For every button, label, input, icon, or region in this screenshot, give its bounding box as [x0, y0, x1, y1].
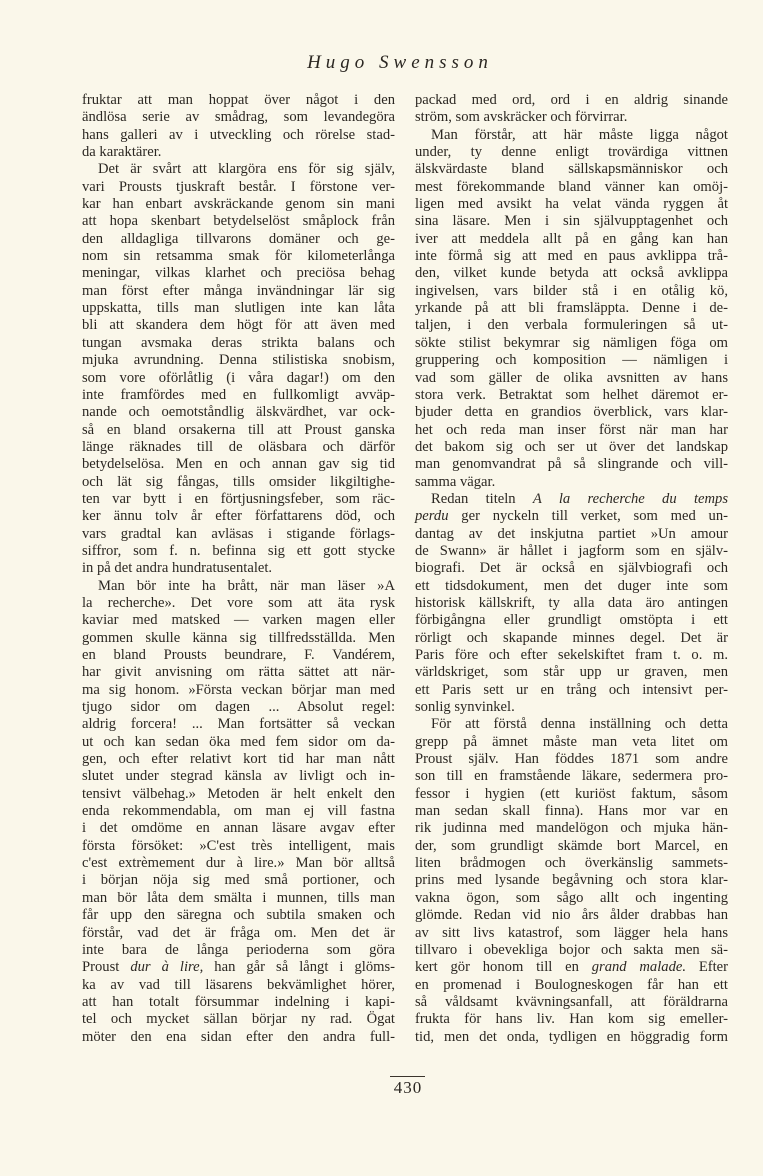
text-line: en promenad i Boulogneskogen får han ett: [415, 976, 728, 993]
text-line: av sitt livs katastrof, som lägger hela hans: [415, 924, 728, 941]
text-line: hans galleri av i utveckling och rörelse stad-: [82, 126, 395, 143]
text-line: meningar, vilkas klarhet och preciösa behag: [82, 265, 395, 282]
text-segment: kert gör honom till en: [415, 959, 592, 976]
text-line: gommen skulle känna sig tillfredsställda. Men: [82, 629, 395, 646]
text-line: ett Paris sett ur en trång och intensivt per-: [415, 681, 728, 698]
text-line: grepp på ämnet måste man veta litet om: [415, 733, 728, 750]
text-line: stora verk. Betraktat som helhet däremot er-: [415, 386, 728, 403]
text-line: För att förstå denna inställning och detta: [431, 716, 728, 733]
text-line: ingivelsen, vars bilder stå i en otålig kö,: [415, 282, 728, 299]
text-line: förbigångna eller grundligt omstöpta i ett: [415, 612, 728, 629]
text-line: taljen, i den verbala formuleringen så ut-: [415, 317, 728, 334]
text-segment: han går så långt i glöms-: [203, 959, 396, 976]
text-line: vakna ögon, som sågo allt och ingenting: [415, 889, 728, 906]
text-line: en bland Prousts beundrare, F. Vandérem,: [82, 647, 395, 663]
footer-rule: [390, 1076, 425, 1077]
text-line: ligen med avsikt ha velat vända ryggen åt: [415, 196, 728, 213]
text-line: nom sin retsamma smak för kilometerlånga: [82, 248, 395, 265]
text-line: uppskatta, tills man slutligen inte kan låta: [82, 300, 395, 317]
text-line: rörligt och skapande minnes degel. Det är: [415, 629, 728, 646]
text-line: ten var bytt i en förtjusningsfeber, som räc-: [82, 490, 395, 507]
text-line: i det omdöme en annan läsare avgav efter: [82, 820, 395, 837]
text-line: ut och kan sedan öka med fem sidor om da-: [82, 733, 395, 750]
text-line: älskvärdaste bland sällskapsmänniskor och: [415, 161, 728, 178]
text-line: man sedan skall finna). Hans mor var en: [415, 803, 728, 820]
text-line: under, ty denne enligt trovärdiga vittnen: [415, 144, 728, 161]
text-line: länge räknades till de oläsbara och därför: [82, 438, 395, 455]
text-line: man genomvandrat på så slingrande och vill-: [415, 456, 728, 473]
text-line: Paris före och efter sekelskiftet fram t. o. m.: [415, 647, 728, 663]
text-line: bli att skandera dem högt för att även med: [82, 317, 395, 334]
text-line: inte framfördes med en fullkomligt avväp-: [82, 386, 395, 403]
text-line: man bör låta dem smälta i munnen, tills man: [82, 889, 395, 906]
text-line: historisk källskrift, ty alla data äro antingen: [415, 594, 728, 611]
text-line: tillvaro i obevekliga bojor och sakta men sä-: [415, 941, 728, 958]
text-line: glömde. Redan vid nio års ålder drabbas han: [415, 907, 728, 924]
text-line: vari Prousts tjuskraft består. I förstone ver-: [82, 178, 395, 195]
text-line: [415, 959, 728, 976]
text-line: så våldsamt kvävningsanfall, att föräldrarna: [415, 993, 728, 1010]
text-line: [82, 959, 395, 976]
text-line: [415, 508, 728, 525]
text-line: att han totalt försummar indelning i kapi-: [82, 993, 395, 1010]
text-line: har givit anvisning om rätta sättet att när-: [82, 664, 395, 681]
text-line: Man förstår, att här måste ligga något: [431, 126, 728, 143]
text-line: mjuka avrundning. Denna stilistiska snobism,: [82, 352, 395, 369]
text-line: biografi. Det är också en självbiografi och: [415, 560, 728, 577]
text-line: ker ännu tolv år efter författarens död, och: [82, 508, 395, 525]
page-number: 430: [393, 1078, 423, 1097]
text-line: ström, som avskräcker och förvirrar.: [415, 109, 628, 126]
text-line: inte förmå sig att med en paus avklippa trå-: [415, 248, 728, 265]
text-line: kar han enbart avskräckande genom sin mani: [82, 196, 395, 213]
text-line: ma sig honom. »Första veckan börjar man med: [82, 681, 395, 698]
text-line: tid, men det onda, tydligen en höggradig form: [415, 1028, 728, 1045]
text-line: betydelselösa. Men en och annan gav sig tid: [82, 456, 395, 473]
text-line: så en bland orsakerna till att Proust ganska: [82, 421, 395, 438]
text-line: son till en framstående läkare, sedermera pro-: [415, 768, 728, 785]
text-line: mest förekommande bland vänner kan omöj-: [415, 178, 728, 195]
text-line: att hopa skenbart betydelselöst småplock från: [82, 213, 395, 230]
text-line: och lät sig fångas, tills omsider likgiltighe-: [82, 473, 395, 490]
text-line: [415, 491, 728, 508]
text-line: liten brådmogen och överkänslig sammets-: [415, 855, 728, 872]
text-line: möter den ena sidan efter den andra full-: [82, 1028, 395, 1045]
text-line: la recherche». Det vore som att äta rysk: [82, 594, 395, 611]
text-line: man först efter många invändningar lär sig: [82, 282, 395, 299]
text-line: den, vilket kunde betyda att också avklippa: [415, 265, 728, 282]
text-line: det bakom sig och ser ut över det landskap: [415, 438, 728, 455]
text-line: fruktar att man hoppat över något i den: [82, 92, 395, 108]
text-line: världskriget, som står upp ur graven, men: [415, 664, 728, 681]
italic-text: A la recherche du temps: [532, 490, 728, 507]
text-line: bjuder detta en grandios överblick, vars klar-: [415, 404, 728, 421]
text-line: första försöket: »C'est très intelligent, mais: [82, 837, 395, 854]
text-line: sökte stilist bekymrar sig nämligen föga om: [415, 334, 728, 351]
text-line: slutet under stegrad känsla av livligt och in-: [82, 768, 395, 785]
text-line: ändlösa serie av smådrag, som levandegöra: [82, 109, 395, 126]
text-line: aldrig forcera! ... Man fortsätter så veckan: [82, 716, 395, 733]
text-line: da karaktärer.: [82, 144, 162, 161]
text-line: får upp den säregna och subtila smaken och: [82, 907, 395, 924]
text-line: rik judinna med mandelögon och mjuka hän-: [415, 820, 728, 837]
text-line: Det är svårt att klargöra ens för sig själv,: [98, 161, 395, 178]
text-line: der, som grundligt skämde bort Marcel, en: [415, 837, 728, 854]
text-line: prins med lysande begåvning och stora klar-: [415, 872, 728, 889]
text-segment: Efter: [686, 959, 728, 976]
text-line: sonlig synvinkel.: [415, 699, 515, 716]
text-line: dantag av det inskjutna partiet »Un amour: [415, 525, 728, 542]
text-line: het och reda man inser först när man har: [415, 421, 728, 438]
text-line: inte bara de långa perioderna som göra: [82, 941, 395, 958]
text-line: enda rekommendabla, om man ej vill fastna: [82, 803, 395, 820]
text-line: c'est extrèmement dur à lire.» Man bör alltså: [82, 855, 395, 872]
text-line: i början nöja sig med små portioner, och: [82, 872, 395, 889]
text-column-left: [82, 92, 395, 1046]
text-line: kaviar med matsked — varken magen eller: [82, 612, 395, 629]
text-line: nande och oemotståndlig älskvärdhet, var ock-: [82, 404, 395, 421]
text-line: sina läsare. Men i sin självupptagenhet och: [415, 213, 728, 230]
text-line: gruppering och komposition — nämligen i: [415, 352, 728, 369]
text-line: tungan avsmaka deras strikta balans och: [82, 334, 395, 351]
text-line: den alldagliga tillvarons domäner och ge-: [82, 230, 395, 247]
text-line: tel och mycket sällan börjar ny rad. Ögat: [82, 1011, 395, 1028]
text-line: in på det andra hundratusentalet.: [82, 560, 273, 577]
text-line: Man bör inte ha brått, när man läser »A: [98, 577, 395, 594]
text-segment: ger nyckeln till verket, som med un-: [448, 508, 728, 525]
text-line: Proust själv. Han föddes 1871 som andre: [415, 751, 728, 768]
italic-text: dur à lire,: [130, 959, 204, 976]
text-line: fessor i hygien (ett kuriöst faktum, såsom: [415, 785, 728, 802]
text-line: yrkande på att bli framsläppta. Denne i de-: [415, 300, 728, 317]
text-line: de Swann» är hållet i jagform som en själv-: [415, 542, 728, 559]
text-line: samma vägar.: [415, 473, 496, 490]
text-line: som vore oförlåtlig (i våra dagar!) om den: [82, 369, 395, 386]
text-line: vad som gäller de olika avsnitten av hans: [415, 369, 728, 386]
text-line: tjugo sidor om dagen ... Absolut regel:: [82, 699, 395, 716]
text-line: gen, och efter relativt kort tid har man nått: [82, 751, 395, 768]
text-line: ett tidsdokument, men det duger inte som: [415, 577, 728, 594]
text-segment: Proust: [82, 959, 131, 976]
text-line: frukta för hans liv. Han kom sig emeller-: [415, 1011, 728, 1028]
text-line: packad med ord, ord i en aldrig sinande: [415, 92, 728, 108]
text-line: tensivt välbehag.» Metoden är helt enkelt den: [82, 785, 395, 802]
text-column-right: [415, 92, 728, 1046]
text-line: ka av vad till läsarens bekvämlighet hörer,: [82, 976, 395, 993]
italic-text: perdu: [415, 508, 449, 525]
text-line: iver att meddela allt på en gång kan han: [415, 230, 728, 247]
text-segment: Redan titeln: [431, 490, 533, 507]
text-line: siffror, som f. n. befinna sig ett gott stycke: [82, 542, 395, 559]
running-head: Hugo Swensson: [307, 52, 493, 73]
italic-text: grand malade.: [591, 959, 687, 976]
text-line: vars gradtal kan avläsas i stigande förlags-: [82, 525, 395, 542]
text-line: förstår, vad det är fråga om. Men det är: [82, 924, 395, 941]
